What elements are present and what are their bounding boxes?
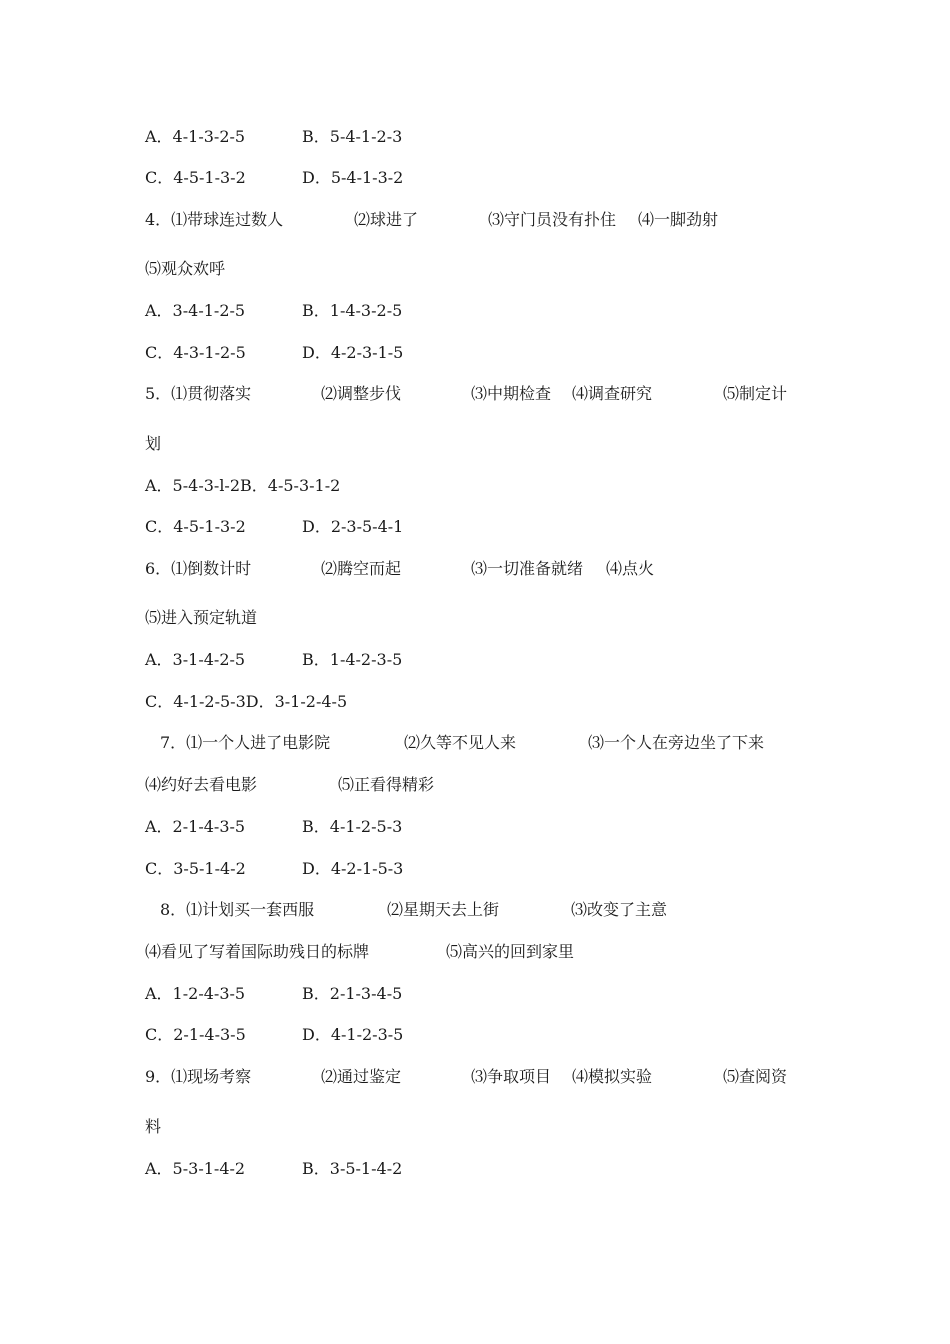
option-b: B．5-4-1-2-3 <box>302 127 403 146</box>
option-line <box>145 124 825 150</box>
option-line <box>145 981 825 1007</box>
option-line <box>145 1022 825 1048</box>
option-line <box>145 340 825 366</box>
question-item: 划 <box>145 434 162 453</box>
question-item: ⑷调查研究 <box>572 384 653 403</box>
option-c: C．4-3-1-2-5 <box>145 343 246 362</box>
question-continuation <box>145 772 825 798</box>
question-item: ⑶守门员没有扑住 <box>488 210 617 229</box>
option-d: D．5-4-1-3-2 <box>302 168 404 187</box>
question-item: ⑸观众欢呼 <box>145 259 226 278</box>
option-a: A．3-4-1-2-5 <box>145 301 246 320</box>
question-continuation <box>145 256 825 282</box>
question-item: ⑸制定计 <box>723 384 788 403</box>
option-line <box>145 514 825 540</box>
question-continuation <box>145 939 825 965</box>
question-6 <box>145 556 825 582</box>
option-line <box>145 1156 825 1182</box>
option-d: D．2-3-5-4-1 <box>302 517 404 536</box>
question-continuation <box>145 1114 825 1140</box>
question-item: ⑷模拟实验 <box>572 1067 653 1086</box>
question-4 <box>145 207 825 233</box>
option-line <box>145 473 825 499</box>
option-a: A．5-4-3-l-2B．4-5-3-1-2 <box>145 476 341 495</box>
question-item: ⑷约好去看电影 <box>145 775 258 794</box>
option-a: A．3-1-4-2-5 <box>145 650 246 669</box>
option-line <box>145 814 825 840</box>
question-item: 5．⑴贯彻落实 <box>145 384 252 403</box>
option-a: A．5-3-1-4-2 <box>145 1159 246 1178</box>
option-line <box>145 165 825 191</box>
question-item: ⑷一脚劲射 <box>638 210 719 229</box>
question-8 <box>160 897 840 923</box>
option-a: A．1-2-4-3-5 <box>145 984 246 1003</box>
question-item: ⑷看见了写着国际助残日的标牌 <box>145 942 370 961</box>
question-item: ⑸高兴的回到家里 <box>446 942 575 961</box>
option-line <box>145 298 825 324</box>
question-item: ⑸进入预定轨道 <box>145 608 258 627</box>
question-5 <box>145 381 825 407</box>
question-item: ⑶一个人在旁边坐了下来 <box>588 733 765 752</box>
question-item: 料 <box>145 1117 162 1136</box>
question-item: 4．⑴带球连过数人 <box>145 210 284 229</box>
question-9 <box>145 1064 825 1090</box>
question-item: 8．⑴计划买一套西服 <box>160 900 315 919</box>
question-continuation <box>145 605 825 631</box>
question-item: ⑵腾空而起 <box>321 559 402 578</box>
question-item: ⑶改变了主意 <box>571 900 668 919</box>
option-b: B．1-4-3-2-5 <box>302 301 403 320</box>
option-b: B．2-1-3-4-5 <box>302 984 403 1003</box>
option-line <box>145 647 825 673</box>
question-item: ⑵久等不见人来 <box>404 733 517 752</box>
question-item: ⑵调整步伐 <box>321 384 402 403</box>
question-7 <box>160 730 840 756</box>
option-c: C．4-1-2-5-3D．3-1-2-4-5 <box>145 692 348 711</box>
option-c: C．4-5-1-3-2 <box>145 168 246 187</box>
question-continuation <box>145 431 825 457</box>
question-item: ⑸正看得精彩 <box>338 775 435 794</box>
option-line <box>145 689 825 715</box>
option-a: A．2-1-4-3-5 <box>145 817 246 836</box>
option-line <box>145 856 825 882</box>
option-c: C．2-1-4-3-5 <box>145 1025 246 1044</box>
question-item: 6．⑴倒数计时 <box>145 559 252 578</box>
option-c: C．4-5-1-3-2 <box>145 517 246 536</box>
question-item: ⑵球进了 <box>354 210 419 229</box>
question-item: ⑶一切准备就绪 <box>471 559 584 578</box>
question-item: ⑵通过鉴定 <box>321 1067 402 1086</box>
question-item: ⑶争取项目 <box>471 1067 552 1086</box>
option-d: D．4-1-2-3-5 <box>302 1025 404 1044</box>
option-d: D．4-2-1-5-3 <box>302 859 404 878</box>
question-item: 7．⑴一个人进了电影院 <box>160 733 331 752</box>
question-item: ⑶中期检查 <box>471 384 552 403</box>
option-a: A．4-1-3-2-5 <box>145 127 246 146</box>
question-item: ⑵星期天去上街 <box>387 900 500 919</box>
question-item: ⑷点火 <box>606 559 655 578</box>
question-item: 9．⑴现场考察 <box>145 1067 252 1086</box>
option-b: B．4-1-2-5-3 <box>302 817 403 836</box>
option-b: B．3-5-1-4-2 <box>302 1159 403 1178</box>
option-d: D．4-2-3-1-5 <box>302 343 404 362</box>
question-item: ⑸查阅资 <box>723 1067 788 1086</box>
option-b: B．1-4-2-3-5 <box>302 650 403 669</box>
option-c: C．3-5-1-4-2 <box>145 859 246 878</box>
